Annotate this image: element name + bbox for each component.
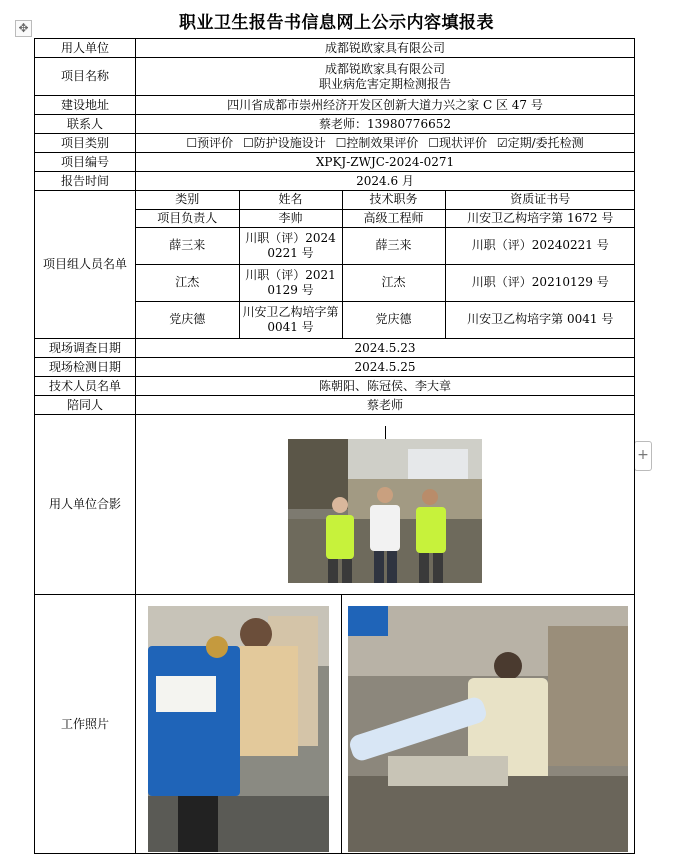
category-option[interactable]: ☐预评价: [186, 135, 234, 150]
checkbox-icon: ☐: [242, 135, 254, 150]
project-no-value: XPKJ-ZWJC-2024-0271: [136, 153, 635, 172]
team-header: 技术职务: [342, 191, 445, 209]
row-survey-date: [35, 339, 635, 358]
team-table-cell: [136, 191, 635, 339]
group-photo-label: 用人单位合影: [35, 415, 136, 595]
survey-date-label: 现场调查日期: [35, 339, 136, 358]
work-photos-label: 工作照片: [35, 595, 136, 854]
team-cell: 党庆德: [342, 301, 445, 338]
row-group-photo: [35, 415, 635, 595]
escort-value: 蔡老师: [136, 396, 635, 415]
report-time-label: 报告时间: [35, 172, 136, 191]
team-cell: 项目负责人: [136, 209, 239, 227]
row-work-photos: [35, 595, 635, 854]
team-cell: 川安卫乙构培字第 0041 号: [445, 301, 635, 338]
team-cell: 川职（评）20240221 号: [239, 227, 342, 264]
row-team: [35, 191, 635, 339]
category-option[interactable]: ☑定期/委托检测: [496, 135, 584, 150]
team-label: 项目组人员名单: [35, 191, 136, 339]
team-cell: 川安卫乙构培字第 1672 号: [445, 209, 635, 227]
test-date-value: 2024.5.25: [136, 358, 635, 377]
row-employer: [35, 39, 635, 58]
address-label: 建设地址: [35, 96, 136, 115]
plus-icon[interactable]: +: [634, 441, 652, 471]
tech-staff-label: 技术人员名单: [35, 377, 136, 396]
team-cell: 川职（评）20210129 号: [445, 264, 635, 301]
row-category: [35, 134, 635, 153]
team-header: 姓名: [239, 191, 342, 209]
row-address: [35, 96, 635, 115]
team-row: [136, 209, 635, 227]
team-cell: 江杰: [342, 264, 445, 301]
row-tech-staff: [35, 377, 635, 396]
team-cell: 川职（评）20210129 号: [239, 264, 342, 301]
cursor-line: [385, 426, 386, 439]
row-project-name: [35, 58, 635, 96]
project-no-label: 项目编号: [35, 153, 136, 172]
row-project-no: [35, 153, 635, 172]
row-report-time: [35, 172, 635, 191]
team-header: 类别: [136, 191, 239, 209]
team-cell: 薛三来: [136, 227, 239, 264]
team-cell: 李帅: [239, 209, 342, 227]
category-option[interactable]: ☐控制效果评价: [335, 135, 419, 150]
category-options: [136, 134, 635, 153]
group-photo: [288, 439, 482, 583]
survey-date-value: 2024.5.23: [136, 339, 635, 358]
escort-label: 陪同人: [35, 396, 136, 415]
category-option[interactable]: ☐防护设施设计: [242, 135, 326, 150]
row-test-date: [35, 358, 635, 377]
page-title: 职业卫生报告书信息网上公示内容填报表: [179, 13, 494, 33]
row-contact: [35, 115, 635, 134]
team-cell: 高级工程师: [342, 209, 445, 227]
project-name-line1: 成都锐欧家具有限公司: [324, 61, 445, 76]
checkbox-icon: ☐: [428, 135, 439, 150]
checkbox-checked-icon: ☑: [496, 135, 508, 150]
contact-value: 蔡老师：13980776652: [136, 115, 635, 134]
report-time-value: 2024.6 月: [136, 172, 635, 191]
work-photo-cell: [136, 595, 341, 853]
work-photos-cell: [136, 595, 635, 854]
category-label: 项目类别: [35, 134, 136, 153]
team-row: [136, 301, 635, 338]
address-value: 四川省成都市崇州经济开发区创新大道力兴之家 C 区 47 号: [136, 96, 635, 115]
work-photo-1: [148, 606, 329, 852]
category-option[interactable]: ☐现状评价: [428, 135, 487, 150]
checkbox-icon: ☐: [186, 135, 198, 150]
test-date-label: 现场检测日期: [35, 358, 136, 377]
employer-label: 用人单位: [35, 39, 136, 58]
team-row: [136, 227, 635, 264]
contact-label: 联系人: [35, 115, 136, 134]
project-name-line2: 职业病危害定期检测报告: [318, 76, 451, 91]
form-table: [34, 38, 635, 854]
team-table: [136, 191, 635, 338]
team-cell: 江杰: [136, 264, 239, 301]
work-photo-2: [348, 606, 628, 852]
team-cell: 川安卫乙构培字第 0041 号: [239, 301, 342, 338]
work-photo-cell: [341, 595, 635, 853]
tech-staff-value: 陈朝阳、陈冠侯、李大章: [136, 377, 635, 396]
team-cell: 党庆德: [136, 301, 239, 338]
row-escort: [35, 396, 635, 415]
team-header-row: [136, 191, 635, 209]
move-icon[interactable]: ✥: [15, 20, 32, 37]
team-row: [136, 264, 635, 301]
team-header: 资质证书号: [445, 191, 635, 209]
employer-value: 成都锐欧家具有限公司: [136, 39, 635, 58]
team-cell: 薛三来: [342, 227, 445, 264]
checkbox-icon: ☐: [335, 135, 347, 150]
project-name-value: [136, 58, 635, 96]
group-photo-cell: [136, 415, 635, 595]
team-cell: 川职（评）20240221 号: [445, 227, 635, 264]
project-name-label: 项目名称: [35, 58, 136, 96]
work-photos-table: [136, 595, 635, 853]
